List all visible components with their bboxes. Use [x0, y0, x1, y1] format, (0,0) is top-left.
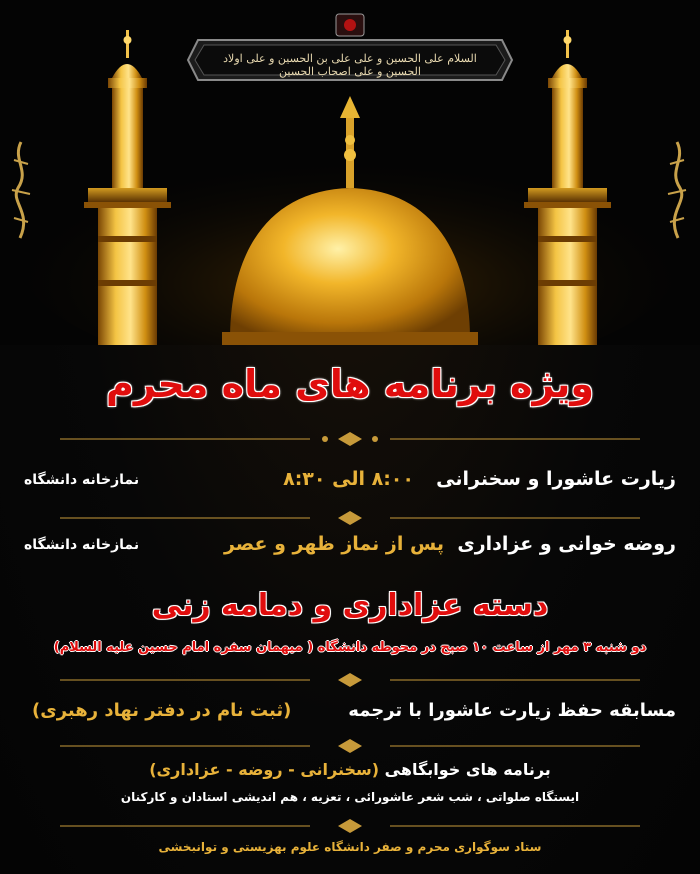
ornamental-divider	[60, 818, 640, 834]
inscription-text: السلام علی الحسین و علی علی بن الحسین و علی اولاد الحسین و علی اصحاب الحسین	[223, 52, 477, 78]
program-2-name: روضه خوانی و عزاداری	[457, 533, 676, 555]
contest-row	[24, 700, 676, 730]
contest-label: مسابقه حفظ زیارت عاشورا با ترجمه	[348, 700, 676, 721]
procession-details: دو شنبه ۳ مهر از ساعت ۱۰ صبح در محوطه دانشگاه ( میهمان سفره امام حسین علیه السلام)	[53, 640, 647, 655]
program-2-place: نمازخانه دانشگاه	[24, 537, 140, 553]
left-calligraphy-ornament	[8, 140, 34, 240]
dorm-extra: ایستگاه صلواتی ، شب شعر عاشورائی ، تعزیه ، هم اندیشی استادان و کارکنان	[120, 790, 580, 804]
footer-credit: ستاد سوگواری محرم و صفر دانشگاه علوم بهزیستی و توانبخشی	[158, 840, 542, 854]
contest-note: (ثبت نام در دفتر نهاد رهبری)	[32, 700, 292, 721]
program-1-place: نمازخانه دانشگاه	[24, 472, 140, 488]
right-calligraphy-ornament	[664, 140, 690, 240]
ornamental-divider	[60, 431, 640, 447]
poster-title: ویژه برنامه های ماه محرم	[106, 362, 594, 406]
dorm-row	[0, 760, 700, 779]
dorm-label: برنامه های خوابگاهی	[384, 760, 551, 779]
program-1-time: ۸:۰۰ الی ۸:۳۰	[283, 468, 414, 490]
program-row-2	[24, 533, 676, 563]
procession-heading: دسته عزاداری و دمامه زنی	[151, 588, 549, 623]
ornamental-divider	[60, 510, 640, 526]
ornamental-divider	[60, 738, 640, 754]
dorm-items: (سخنرانی - روضه - عزاداری)	[149, 760, 380, 779]
program-2-time: پس از نماز ظهر و عصر	[223, 533, 444, 555]
ornamental-divider	[60, 672, 640, 688]
program-1-name: زیارت عاشورا و سخنرانی	[436, 468, 676, 490]
program-row-1	[24, 468, 676, 498]
